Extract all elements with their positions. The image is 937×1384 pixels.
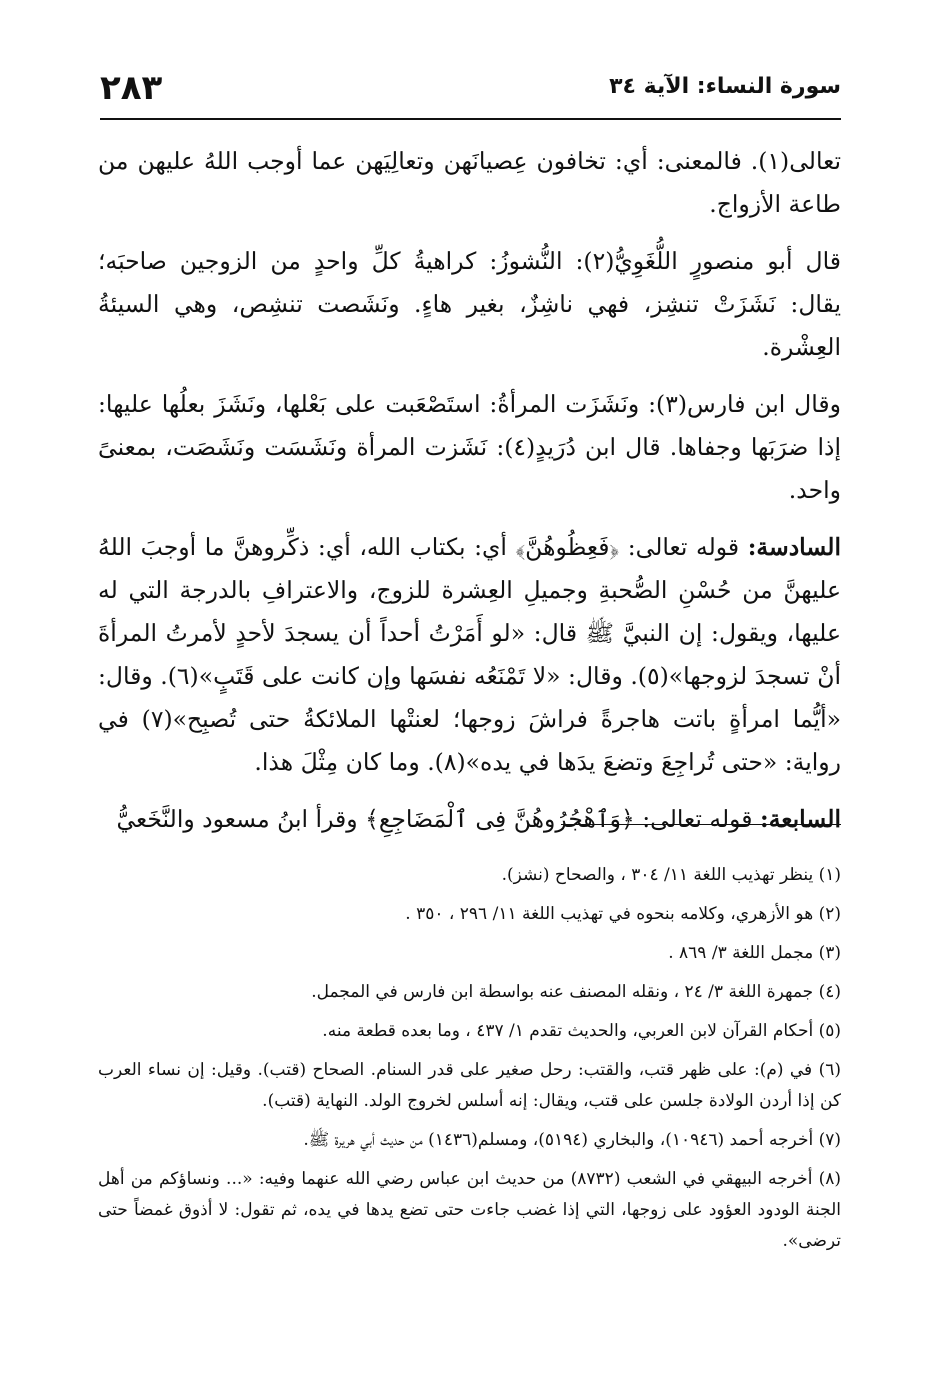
footnote: (٣) مجمل اللغة ٣/ ٨٦٩ . [668,943,841,963]
page-header [100,64,841,120]
main-text [98,140,841,855]
footnotes [98,860,841,1265]
paragraph [98,798,841,841]
footnote: (٨) أخرجه البيهقي في الشعب (٨٧٣٢) من حديث ابن عباس رضي الله عنهما وفيه: «... ونساؤكم من أهل الجنة الودود العؤود على زوجها، التي إذا غضب جاءت حتى تضع يدها في يده، ثم تقول: لا أذوق غمضاً حتى ترضى». [98,1169,842,1251]
footnote: (٢) هو الأزهري، وكلامه بنحوه في تهذيب اللغة ١١/ ٢٩٦ ، ٣٥٠ . [405,904,841,924]
paragraph-text: قوله تعالى: ﴿فَعِظُوهُنَّ﴾ أي: بكتاب الله، أي: ذكِّروهنَّ ما أوجبَ اللهُ عليهنَّ من حُسْنِ الصُّحبةِ وجميلِ العِشرة للزوج، والاعترافِ بالدرجة التي له عليها، ويقول: إن النبيَّ ﷺ قال: «لو أَمَرْتُ أحداً أن يسجدَ لأحدٍ لأمرتُ المرأةَ أنْ تسجدَ لزوجها»(٥). وقال: «لا تَمْنَعُه نفسَها وإن كانت على قَتَبٍ»(٦). وقال: «أيُّما امرأةٍ باتت هاجرةً فراشَ زوجها؛ لعنتْها الملائكةُ حتى تُصبِح»(٧) في رواية: «حتى تُراجِعَ وتضعَ يدَها في يده»(٨). وما كان مِثْلَ هذا. [98,533,842,776]
section-label: السادسة: [747,533,841,561]
footnote: (٤) جمهرة اللغة ٣/ ٢٤ ، ونقله المصنف عنه بواسطة ابن فارس في المجمل. [311,982,841,1002]
section-label: السابعة: [760,805,841,833]
paragraph: تعالى(١). فالمعنى: أي: تخافون عِصيانَهن وتعالِيَهن عما أوجب اللهُ عليهن من طاعة الأزواج. [98,147,841,218]
surah-title: سورة النساء: الآية ٣٤ [609,74,841,99]
footnote: (١) ينظر تهذيب اللغة ١١/ ٣٠٤ ، والصحاح (نشز). [501,865,841,885]
paragraph [98,526,841,784]
paragraph: قال أبو منصورٍ اللُّغَوِيُّ(٢): النُّشوزُ: كراهيةُ كلِّ واحدٍ من الزوجين صاحبَه؛ يقال: نَشَزَتْ تنشِز، فهي ناشِزٌ، بغير هاءٍ. ونَشَصت تنشِص، وهي السيئةُ العِشْرة. [98,247,841,361]
page-number: ٢٨٣ [100,68,163,108]
footnote-separator [561,824,841,825]
paragraph: وقال ابن فارس(٣): ونَشَزَت المرأةُ: استَصْعَبت على بَعْلها، ونَشَزَ بعلُها عليها: إذا ضرَبَها وجفاها. قال ابن دُرَيدٍ(٤): نَشَزت المرأة ونَشَسَت ونَشَصَت، بمعنىً واحد. [98,390,841,504]
footnote: (٦) في (م): على ظهر قتب، والقتب: رحل صغير على قدر السنام. الصحاح (قتب). وقيل: إن نساء العرب كن إذا أردن الولادة جلسن على قتب، ويقال: إنه أسلس لخروج الولد. النهاية (قتب). [98,1060,841,1111]
header-rule [100,118,841,120]
footnote: (٥) أحكام القرآن لابن العربي، والحديث تقدم ١/ ٤٣٧ ، وما بعده قطعة منه. [322,1021,841,1041]
footnote: (٧) أخرجه أحمد (١٠٩٤٦)، والبخاري (٥١٩٤)، ومسلم(١٤٣٦) من حديث أبي هريرة ﷺ. [303,1130,841,1150]
paragraph-text: قوله تعالى: ﴿وَٱهْجُرُوهُنَّ فِى ٱلْمَضَاجِعِ﴾ وقرأ ابنُ مسعود والنَّخَعيُّ [116,805,753,833]
